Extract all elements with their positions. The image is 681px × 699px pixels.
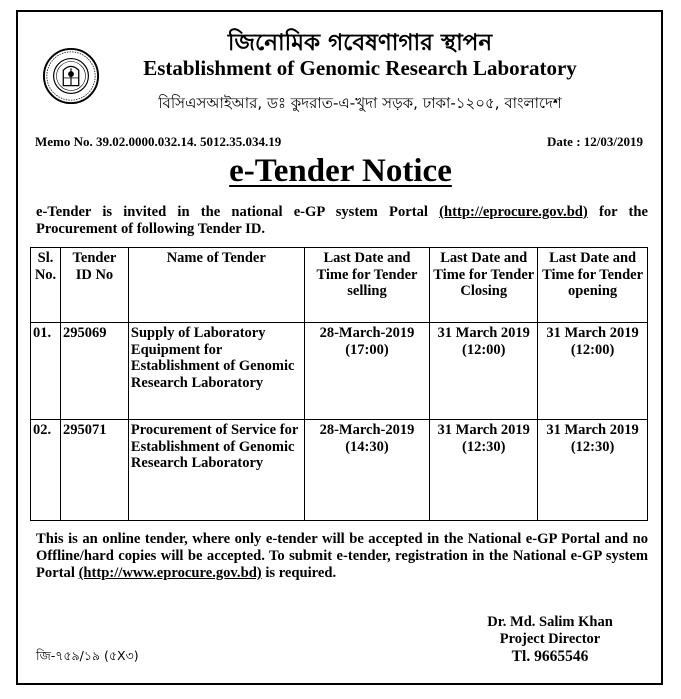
header-tender-id: Tender ID No [60, 248, 128, 323]
institution-title-bangla: জিনোমিক গবেষণাগার স্থাপন [227, 30, 493, 56]
cell-tender-name: Supply of Laboratory Equipment for Establishment of Genomic Research Laboratory [128, 323, 304, 420]
cell-sl: 02. [31, 420, 61, 521]
cell-opening [538, 420, 648, 521]
cell-tender-id: 295069 [60, 323, 128, 420]
signatory-title: Project Director [499, 631, 601, 647]
outro-text-start: This is an online tender, where only e-tender will be accepted in the National e-GP Portal and no Offline/hard copies will be accepted. To submit e-tender, registration in the National e-GP system Portal [36, 531, 648, 581]
selling-date: 28-March-2019 [319, 325, 415, 341]
opening-time: (12:30) [570, 438, 615, 455]
page-title: e-Tender Notice [229, 153, 452, 189]
intro-text-start: e-Tender is invited in the national e-GP system Portal [36, 204, 440, 220]
bcsir-seal-logo [42, 47, 100, 105]
header-selling-date: Last Date and Time for Tender selling [304, 248, 430, 323]
selling-time: (14:30) [345, 438, 389, 455]
table-header-row [31, 248, 648, 323]
opening-date: 31 March 2019 [546, 422, 639, 438]
closing-date: 31 March 2019 [437, 422, 530, 438]
table-row [31, 323, 648, 420]
closing-time: (12:30) [461, 438, 506, 455]
egp-www-link[interactable]: (http://www.eprocure.gov.bd) [78, 565, 262, 581]
memo-number: Memo No. 39.02.0000.032.14. 5012.35.034.19 [35, 134, 282, 149]
footer-code: জি-৭৫৯/১৯ (৫X৩) [36, 648, 139, 663]
table-row [31, 420, 648, 521]
egp-portal-link[interactable]: (http://eprocure.gov.bd) [439, 204, 588, 220]
institution-title-english: Establishment of Genomic Research Laboratory [143, 56, 577, 80]
opening-date: 31 March 2019 [546, 325, 639, 341]
cell-opening [538, 323, 648, 420]
cell-closing [430, 323, 538, 420]
header-closing-date: Last Date and Time for Tender Closing [430, 248, 538, 323]
notice-date: Date : 12/03/2019 [546, 134, 643, 149]
outro-text-end: is required. [261, 565, 337, 581]
signatory-phone: Tl. 9665546 [511, 648, 589, 665]
opening-time: (12:00) [570, 341, 615, 358]
closing-time: (12:00) [461, 341, 506, 358]
cell-selling [304, 420, 430, 521]
cell-tender-id: 295071 [60, 420, 128, 521]
cell-closing [430, 420, 538, 521]
signatory-name: Dr. Md. Salim Khan [487, 614, 613, 630]
cell-selling [304, 323, 430, 420]
tender-table [30, 247, 648, 521]
selling-time: (17:00) [345, 341, 389, 358]
intro-text-end: for the Procurement of following Tender ID. [36, 204, 649, 237]
intro-paragraph [36, 204, 648, 238]
closing-paragraph [36, 531, 648, 582]
cell-tender-name: Procurement of Service for Establishment of Genomic Research Laboratory [128, 420, 304, 521]
selling-date: 28-March-2019 [319, 422, 415, 438]
closing-date: 31 March 2019 [437, 325, 530, 341]
header-tender-name: Name of Tender [128, 248, 304, 323]
signature-block [470, 614, 630, 665]
institution-address: বিসিএসআইআর, ডঃ কুদরাত-এ-খুদা সড়ক, ঢাকা-১২০৫, বাংলাদেশ [158, 94, 562, 112]
cell-sl: 01. [31, 323, 61, 420]
header-opening-date: Last Date and Time for Tender opening [538, 248, 648, 323]
header-sl-no: Sl. No. [31, 248, 61, 323]
